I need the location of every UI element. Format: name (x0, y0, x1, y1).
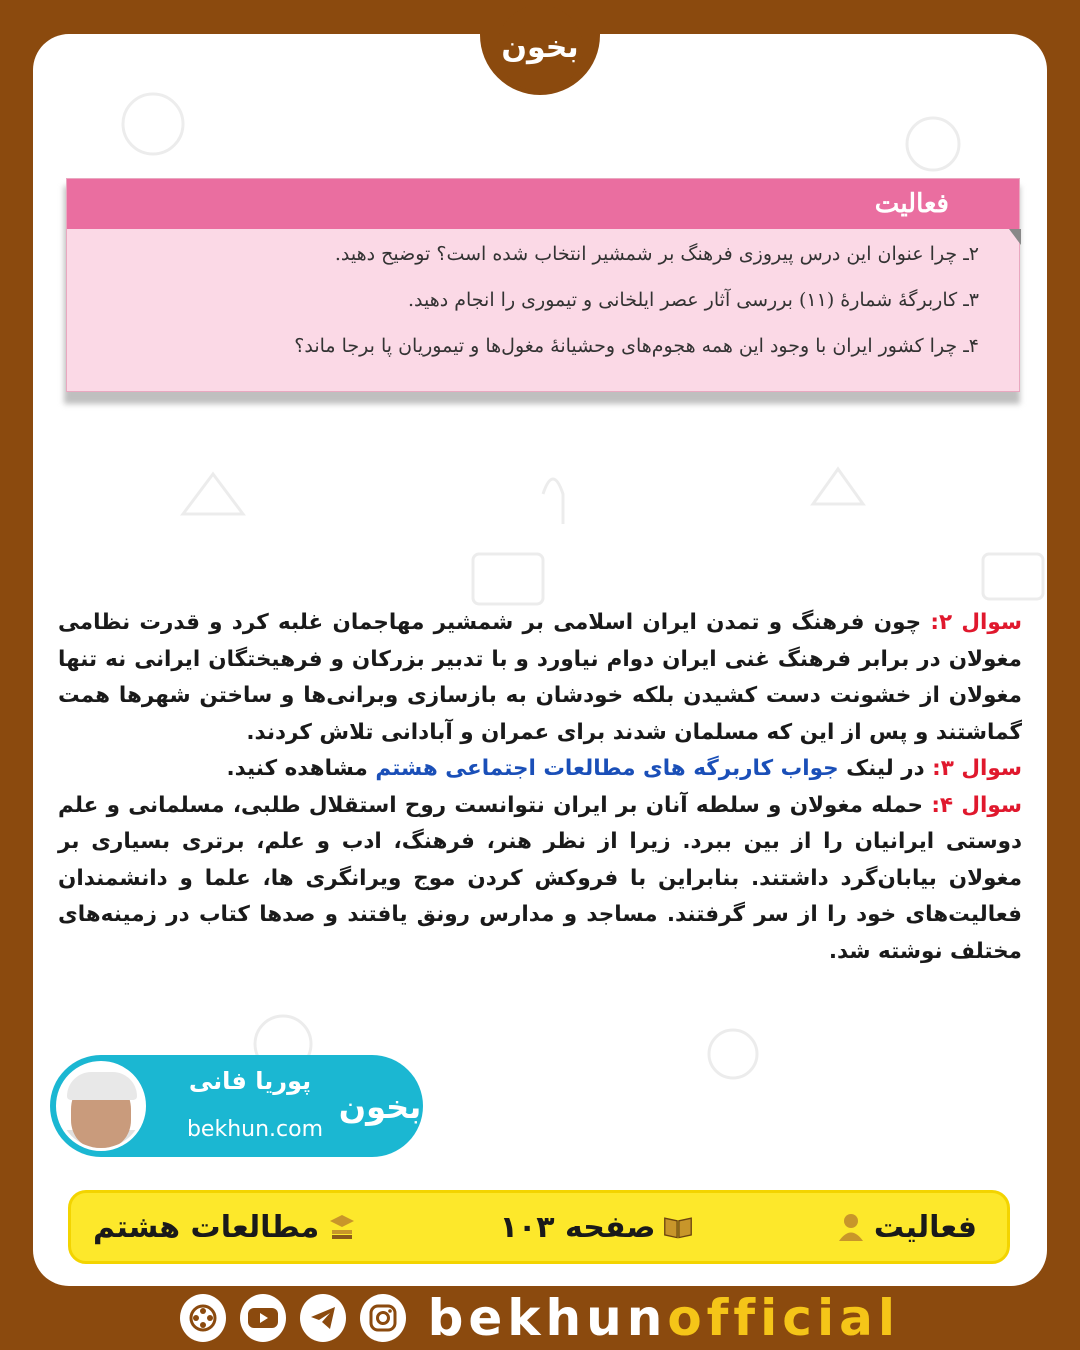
question-label: سوال ۲: (930, 610, 1022, 635)
graduation-books-icon (327, 1212, 357, 1242)
author-logo: بخون (338, 1088, 422, 1126)
answer-text: در لینک (846, 756, 925, 781)
activity-box (64, 178, 1020, 403)
activity-panel (66, 178, 1020, 392)
answer-text: چون فرهنگ و تمدن ایران اسلامی بر شمشیر مهاجمان غلبه کرد و قدرت نظامی مغولان در برابر فرهنگ غنی ایران دوام نیاورد و با تدبیر بزرکان و فرهیختگان ایرانی نه تنها مغولان از خشونت دست کشیدن بلکه خودشان به بازسازی وبرانی‌ها و ساختن شهرها همت گماشتند و پس از این که مسلمان شدند برای عمران و آبادانی تلاش کردند. (58, 610, 1022, 745)
avatar (56, 1061, 146, 1151)
question-label: سوال ۳: (932, 756, 1022, 781)
author-website[interactable]: bekhun.com (186, 1117, 324, 1142)
activity-header (67, 179, 1019, 229)
answers-text (58, 605, 1022, 970)
author-name: پوریا فانی (188, 1067, 312, 1095)
corner-fold (1009, 229, 1021, 245)
activity-title: فعالیت (874, 189, 949, 219)
avatar-cap (67, 1072, 137, 1100)
page-text: صفحه ۱۰۳ (499, 1209, 656, 1245)
youtube-icon[interactable] (240, 1294, 286, 1342)
answer-q4 (58, 788, 1022, 971)
subject-label (93, 1210, 357, 1245)
answer-q3 (58, 751, 1022, 788)
telegram-icon[interactable] (300, 1294, 346, 1342)
answer-q2 (58, 605, 1022, 751)
answer-text: مشاهده کنید. (226, 756, 368, 781)
teacher-icon (836, 1212, 866, 1242)
activity-label (836, 1210, 977, 1245)
author-badge[interactable] (50, 1055, 423, 1157)
subject-text: مطالعات هشتم (93, 1209, 320, 1245)
instagram-icon[interactable] (360, 1294, 406, 1342)
worksheet-answers-link[interactable]: جواب کاربرگه های مطالعات اجتماعی هشتم (375, 756, 839, 781)
question-label: سوال ۴: (931, 792, 1022, 818)
answer-text: حمله مغولان و سلطه آنان بر ایران نتوانست روح استقلال طلبی، مسلمانی و علم دوستی ایرانیان را از بین ببرد. زیرا از نظر هنر، فرهنگ، ادب و علم، برتری بسیاری بر مغولان بیابان‌گرد داشتند. بنابراین با فروکش کردن موج ویرانگری ها، علما و دانشمندان فعالیت‌های خود را از سر گرفتند. مساجد و مدارس رونق یافتند و صدها کتاب در زمینه‌های مختلف نوشته شد. (58, 792, 1022, 964)
open-book-icon (663, 1212, 693, 1242)
page-label (500, 1210, 694, 1245)
brand-handle[interactable] (428, 1289, 900, 1347)
brand-part-1: bekhun (427, 1289, 668, 1347)
footer-info-bar (68, 1190, 1010, 1264)
activity-question: ۳ـ کاربرگهٔ شمارهٔ (۱۱) بررسی آثار عصر ایلخانی و تیموری را انجام دهید. (407, 289, 979, 311)
brand-part-2: official (667, 1289, 900, 1347)
aparat-icon[interactable] (180, 1294, 226, 1342)
activity-question: ۲ـ چرا عنوان این درس پیروزی فرهنگ بر شمشیر انتخاب شده است؟ توضیح دهید. (334, 243, 979, 265)
social-bar (180, 1290, 900, 1346)
activity-text: فعالیت (873, 1209, 977, 1245)
activity-question: ۴ـ چرا کشور ایران با وجود این همه هجوم‌های وحشیانهٔ مغول‌ها و تیموریان پا برجا ماند؟ (294, 335, 979, 357)
bekhun-logo: بخون (497, 5, 583, 91)
